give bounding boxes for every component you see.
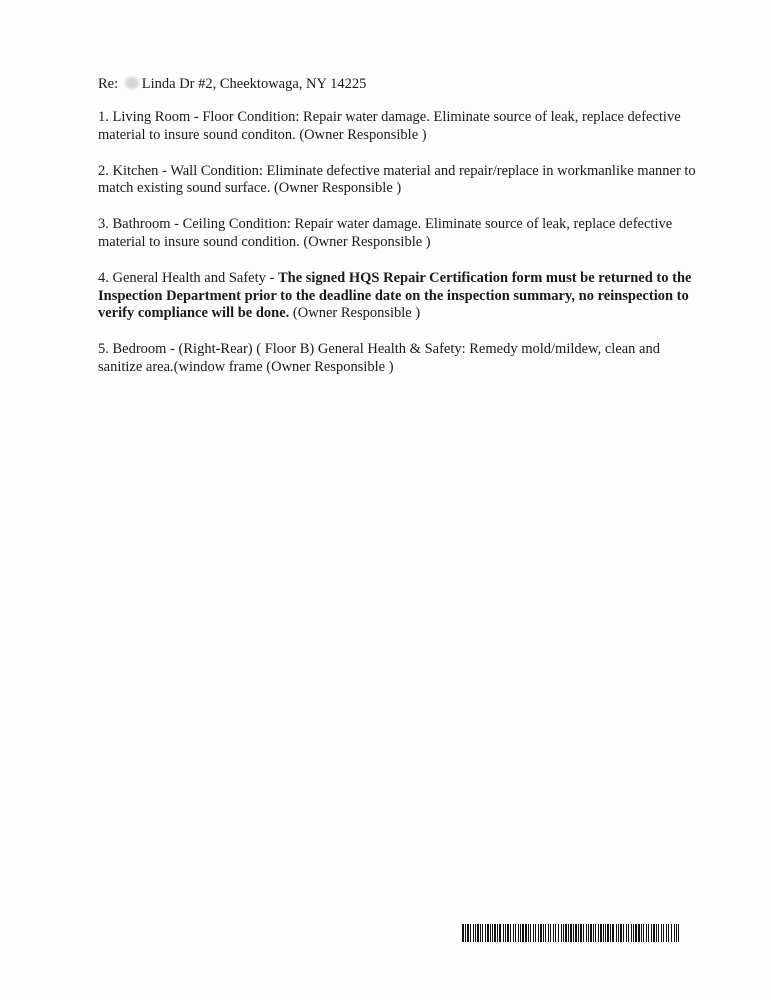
barcode-bar: [553, 924, 554, 942]
barcode-bar: [525, 924, 527, 942]
barcode-bar: [578, 924, 579, 942]
item-bold-notice: The signed HQS Repair Certification form must be returned to the Inspection Department prior to the deadline date on the inspection summary, no reinspection to verify compliance will be done.: [98, 269, 692, 322]
barcode-bar: [598, 924, 599, 942]
barcode-bar: [462, 924, 464, 942]
barcode-bar: [494, 924, 496, 942]
item-tail-text: (Owner Responsible ): [289, 305, 421, 322]
item-number: 2.: [98, 162, 109, 179]
barcode-bar: [545, 924, 546, 942]
barcode-bar: [661, 924, 662, 942]
barcode-bar: [543, 924, 544, 942]
barcode-bar: [678, 924, 679, 942]
barcode-bar: [522, 924, 524, 942]
barcode-bar: [586, 924, 587, 942]
barcode-bar: [550, 924, 551, 942]
barcode-bar: [668, 924, 669, 942]
item-text: Living Room - Floor Condition: Repair water damage. Eliminate source of leak, replace defective material to insure sound conditon. (Owner Responsible ): [98, 109, 681, 143]
barcode-bar: [565, 924, 567, 942]
barcode-bar: [528, 924, 529, 942]
repair-items-list: [98, 109, 698, 395]
barcode-bar: [503, 924, 504, 942]
barcode-bar: [628, 924, 629, 942]
barcode-bar: [626, 924, 627, 942]
barcode-bar: [535, 924, 536, 942]
barcode-bar: [618, 924, 619, 942]
barcode-bar: [465, 924, 466, 942]
barcode-bar: [635, 924, 637, 942]
barcode-bar: [538, 924, 539, 942]
item-number: 5.: [98, 341, 109, 358]
barcode-bar: [641, 924, 642, 942]
barcode-bar: [490, 924, 491, 942]
repair-item-4: [98, 270, 698, 323]
barcode-bar: [570, 924, 572, 942]
barcode-bar: [477, 924, 479, 942]
barcode-bar: [575, 924, 577, 942]
barcode-bar: [530, 924, 531, 942]
barcode-bar: [580, 924, 582, 942]
barcode-bar: [633, 924, 634, 942]
barcode-bar: [555, 924, 556, 942]
redaction-blur-icon: [125, 77, 139, 89]
barcode-bar: [610, 924, 611, 942]
address-line: [98, 75, 366, 93]
barcode-bar: [593, 924, 594, 942]
barcode-bar: [558, 924, 559, 942]
barcode-graphic: [462, 924, 679, 942]
barcode-bar: [646, 924, 647, 942]
barcode-bar: [480, 924, 481, 942]
barcode-bar: [605, 924, 606, 942]
barcode-bar: [563, 924, 564, 942]
barcode-bar: [497, 924, 498, 942]
barcode-bar: [620, 924, 622, 942]
item-text: Bathroom - Ceiling Condition: Repair water damage. Eliminate source of leak, replace defective material to insure sound condition. (Owner Responsible ): [98, 216, 673, 250]
item-text: Bedroom - (Right-Rear) ( Floor B) General Health & Safety: Remedy mold/mildew, clean and sanitize area.(window frame (Owner Responsible ): [98, 341, 660, 375]
barcode-icon: [462, 924, 679, 942]
barcode-bar: [482, 924, 483, 942]
barcode-bar: [666, 924, 667, 942]
repair-item-1: [98, 109, 698, 145]
barcode-bar: [520, 924, 521, 942]
barcode-bar: [600, 924, 602, 942]
barcode-bar: [540, 924, 542, 942]
barcode-bar: [612, 924, 614, 942]
barcode-bar: [467, 924, 469, 942]
item-lead-text: General Health and Safety -: [112, 269, 278, 286]
barcode-bar: [515, 924, 516, 942]
barcode-bar: [588, 924, 589, 942]
barcode-bar: [492, 924, 493, 942]
barcode-bar: [595, 924, 596, 942]
repair-item-5: [98, 341, 698, 377]
re-prefix: Re:: [98, 76, 119, 92]
barcode-bar: [623, 924, 624, 942]
barcode-bar: [487, 924, 489, 942]
barcode-bar: [671, 924, 672, 942]
repair-item-3: [98, 216, 698, 252]
barcode-bar: [485, 924, 486, 942]
barcode-bar: [638, 924, 640, 942]
barcode-bar: [674, 924, 675, 942]
barcode-bar: [473, 924, 474, 942]
barcode-bar: [568, 924, 569, 942]
barcode-bar: [548, 924, 549, 942]
item-number: 4.: [98, 269, 109, 286]
barcode-bar: [470, 924, 471, 942]
barcode-bar: [499, 924, 501, 942]
item-number: 1.: [98, 109, 109, 125]
barcode-bar: [518, 924, 519, 942]
barcode-bar: [616, 924, 617, 942]
barcode-bar: [507, 924, 509, 942]
barcode-bar: [658, 924, 659, 942]
barcode-bar: [513, 924, 514, 942]
barcode-bar: [603, 924, 604, 942]
barcode-bar: [653, 924, 655, 942]
item-text: Kitchen - Wall Condition: Eliminate defective material and repair/replace in workmanlike manner to match existing sound surface. (Owner Responsible ): [98, 162, 696, 197]
repair-item-2: [98, 163, 698, 199]
address-text: Linda Dr #2, Cheektowaga, NY 14225: [141, 76, 367, 92]
barcode-bar: [510, 924, 511, 942]
barcode-bar: [643, 924, 644, 942]
barcode-bar: [561, 924, 562, 942]
barcode-bar: [656, 924, 657, 942]
barcode-bar: [663, 924, 664, 942]
barcode-bar: [648, 924, 649, 942]
barcode-bar: [607, 924, 609, 942]
barcode-bar: [631, 924, 632, 942]
barcode-bar: [590, 924, 592, 942]
barcode-bar: [533, 924, 534, 942]
barcode-bar: [676, 924, 677, 942]
barcode-bar: [475, 924, 476, 942]
barcode-bar: [583, 924, 584, 942]
item-number: 3.: [98, 216, 109, 233]
barcode-bar: [505, 924, 506, 942]
barcode-bar: [651, 924, 652, 942]
barcode-bar: [573, 924, 574, 942]
